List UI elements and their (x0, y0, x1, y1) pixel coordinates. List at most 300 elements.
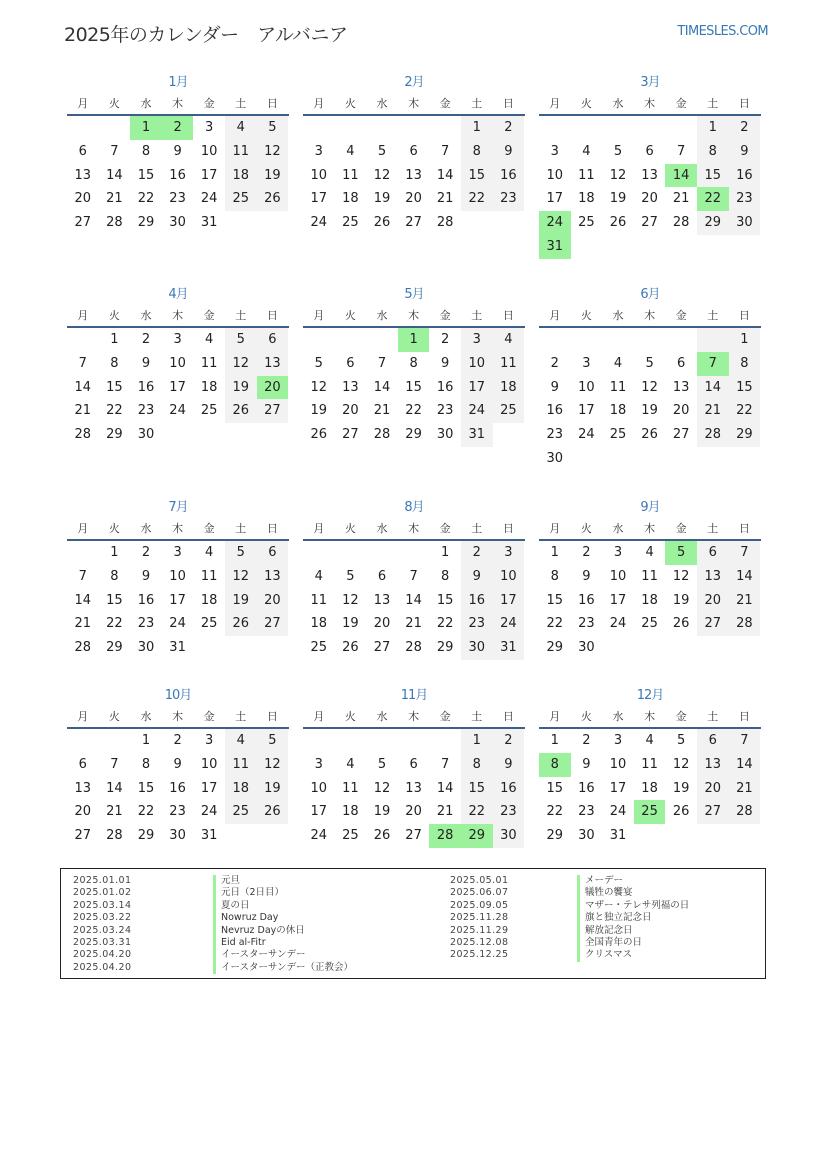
holiday-day-cell[interactable]: 20 (257, 376, 289, 400)
day-cell[interactable]: 1 (441, 545, 450, 560)
day-cell[interactable]: 13 (373, 592, 391, 608)
day-cell[interactable]: 20 (257, 589, 289, 613)
day-cell[interactable]: 29 (697, 211, 729, 235)
day-cell[interactable]: 16 (578, 592, 595, 608)
day-cell[interactable]: 29 (106, 640, 123, 656)
holiday-day-cell[interactable]: 1 (130, 116, 162, 140)
day-cell[interactable]: 6 (346, 355, 355, 371)
day-cell[interactable]: 10 (578, 379, 595, 395)
day-cell[interactable]: 4 (205, 332, 214, 347)
day-cell[interactable]: 6 (377, 568, 387, 584)
day-cell[interactable]: 12 (373, 167, 391, 183)
day-cell[interactable]: 14 (74, 592, 92, 608)
day-cell[interactable]: 6 (409, 756, 418, 772)
day-cell[interactable]: 15 (106, 592, 123, 608)
day-cell[interactable]: 12 (342, 592, 359, 608)
day-cell[interactable]: 14 (436, 167, 454, 183)
day-cell[interactable]: 5 (677, 733, 686, 748)
day-cell[interactable]: 10 (461, 352, 493, 376)
day-cell[interactable]: 2 (141, 545, 151, 560)
day-cell[interactable]: 15 (729, 376, 761, 400)
day-cell[interactable]: 27 (342, 427, 359, 443)
day-cell[interactable]: 28 (106, 828, 123, 844)
day-cell[interactable]: 24 (169, 403, 186, 419)
day-cell[interactable]: 19 (257, 164, 289, 188)
day-cell[interactable]: 11 (342, 780, 359, 796)
day-cell[interactable]: 13 (672, 379, 690, 395)
day-cell[interactable]: 24 (461, 399, 493, 423)
day-cell[interactable]: 23 (169, 191, 186, 207)
day-cell[interactable]: 14 (106, 780, 123, 796)
day-cell[interactable]: 13 (74, 780, 92, 796)
holiday-day-cell[interactable]: 7 (697, 352, 729, 376)
day-cell[interactable]: 13 (641, 167, 658, 183)
day-cell[interactable]: 24 (200, 191, 218, 207)
day-cell[interactable]: 22 (405, 403, 422, 419)
day-cell[interactable]: 26 (672, 616, 690, 632)
day-cell[interactable]: 18 (342, 804, 359, 820)
day-cell[interactable]: 25 (342, 215, 359, 231)
day-cell[interactable]: 25 (609, 427, 627, 443)
day-cell[interactable]: 20 (74, 191, 92, 207)
day-cell[interactable]: 8 (461, 753, 493, 777)
day-cell[interactable]: 26 (641, 427, 658, 443)
day-cell[interactable]: 16 (493, 164, 525, 188)
day-cell[interactable]: 25 (641, 616, 658, 632)
day-cell[interactable]: 7 (78, 355, 87, 371)
day-cell[interactable]: 9 (461, 565, 493, 589)
day-cell[interactable]: 19 (225, 589, 257, 613)
day-cell[interactable]: 29 (137, 215, 155, 231)
day-cell[interactable]: 13 (405, 780, 422, 796)
day-cell[interactable]: 12 (225, 352, 257, 376)
day-cell[interactable]: 20 (405, 804, 422, 820)
day-cell[interactable]: 17 (200, 167, 218, 183)
day-cell[interactable]: 9 (493, 140, 525, 164)
day-cell[interactable]: 27 (672, 427, 690, 443)
day-cell[interactable]: 27 (257, 399, 289, 423)
day-cell[interactable]: 17 (169, 379, 186, 395)
day-cell[interactable]: 16 (461, 589, 493, 613)
day-cell[interactable]: 4 (645, 545, 654, 560)
day-cell[interactable]: 12 (373, 780, 391, 796)
day-cell[interactable]: 14 (729, 753, 761, 777)
day-cell[interactable]: 6 (409, 143, 418, 159)
day-cell[interactable]: 22 (106, 616, 123, 632)
day-cell[interactable]: 6 (645, 143, 654, 159)
day-cell[interactable]: 30 (137, 427, 155, 443)
day-cell[interactable]: 18 (310, 616, 328, 632)
day-cell[interactable]: 22 (546, 804, 564, 820)
day-cell[interactable]: 23 (493, 187, 525, 211)
day-cell[interactable]: 11 (310, 592, 328, 608)
day-cell[interactable]: 1 (110, 545, 119, 560)
day-cell[interactable]: 26 (609, 215, 627, 231)
day-cell[interactable]: 6 (697, 541, 729, 565)
day-cell[interactable]: 11 (225, 140, 257, 164)
day-cell[interactable]: 3 (613, 545, 623, 560)
day-cell[interactable]: 5 (257, 729, 289, 753)
day-cell[interactable]: 4 (346, 756, 355, 772)
day-cell[interactable]: 25 (200, 403, 218, 419)
day-cell[interactable]: 26 (225, 612, 257, 636)
day-cell[interactable]: 28 (74, 640, 92, 656)
day-cell[interactable]: 17 (310, 191, 328, 207)
day-cell[interactable]: 21 (74, 403, 92, 419)
day-cell[interactable]: 18 (493, 376, 525, 400)
day-cell[interactable]: 12 (257, 140, 289, 164)
day-cell[interactable]: 15 (697, 164, 729, 188)
day-cell[interactable]: 3 (582, 355, 591, 371)
day-cell[interactable]: 16 (578, 780, 595, 796)
day-cell[interactable]: 27 (405, 828, 422, 844)
day-cell[interactable]: 14 (405, 592, 422, 608)
day-cell[interactable]: 30 (436, 427, 454, 443)
day-cell[interactable]: 15 (546, 780, 564, 796)
day-cell[interactable]: 3 (173, 545, 182, 560)
day-cell[interactable]: 14 (697, 376, 729, 400)
day-cell[interactable]: 27 (74, 828, 92, 844)
holiday-day-cell[interactable]: 22 (697, 187, 729, 211)
day-cell[interactable]: 12 (672, 568, 690, 584)
day-cell[interactable]: 1 (550, 733, 559, 748)
day-cell[interactable]: 27 (697, 612, 729, 636)
holiday-day-cell[interactable]: 5 (665, 541, 697, 565)
day-cell[interactable]: 13 (342, 379, 359, 395)
day-cell[interactable]: 8 (729, 352, 761, 376)
day-cell[interactable]: 7 (78, 568, 87, 584)
day-cell[interactable]: 13 (257, 565, 289, 589)
day-cell[interactable]: 17 (609, 592, 627, 608)
day-cell[interactable]: 2 (582, 545, 591, 560)
day-cell[interactable]: 3 (461, 328, 493, 352)
day-cell[interactable]: 22 (461, 800, 493, 824)
day-cell[interactable]: 23 (169, 804, 186, 820)
day-cell[interactable]: 9 (441, 355, 450, 371)
day-cell[interactable]: 27 (74, 215, 92, 231)
day-cell[interactable]: 21 (729, 589, 761, 613)
day-cell[interactable]: 30 (729, 211, 761, 235)
day-cell[interactable]: 24 (493, 612, 525, 636)
day-cell[interactable]: 3 (493, 541, 525, 565)
day-cell[interactable]: 25 (310, 640, 328, 656)
day-cell[interactable]: 24 (310, 828, 328, 844)
day-cell[interactable]: 9 (173, 756, 182, 772)
day-cell[interactable]: 22 (436, 616, 454, 632)
day-cell[interactable]: 29 (405, 427, 422, 443)
day-cell[interactable]: 15 (137, 780, 155, 796)
day-cell[interactable]: 7 (441, 756, 450, 772)
day-cell[interactable]: 31 (169, 640, 186, 656)
day-cell[interactable]: 28 (373, 427, 391, 443)
day-cell[interactable]: 17 (493, 589, 525, 613)
day-cell[interactable]: 6 (78, 756, 87, 772)
day-cell[interactable]: 16 (546, 403, 564, 419)
holiday-day-cell[interactable]: 2 (162, 116, 194, 140)
day-cell[interactable]: 26 (257, 187, 289, 211)
day-cell[interactable]: 10 (546, 167, 564, 183)
day-cell[interactable]: 27 (257, 612, 289, 636)
day-cell[interactable]: 22 (106, 403, 123, 419)
day-cell[interactable]: 1 (141, 733, 151, 748)
day-cell[interactable]: 17 (200, 780, 218, 796)
day-cell[interactable]: 5 (257, 116, 289, 140)
day-cell[interactable]: 12 (641, 379, 658, 395)
day-cell[interactable]: 5 (225, 541, 257, 565)
day-cell[interactable]: 30 (493, 824, 525, 848)
day-cell[interactable]: 17 (461, 376, 493, 400)
day-cell[interactable]: 16 (137, 379, 155, 395)
day-cell[interactable]: 19 (257, 777, 289, 801)
day-cell[interactable]: 23 (493, 800, 525, 824)
day-cell[interactable]: 30 (546, 450, 564, 466)
day-cell[interactable]: 14 (74, 379, 92, 395)
day-cell[interactable]: 9 (141, 568, 151, 584)
day-cell[interactable]: 25 (493, 399, 525, 423)
day-cell[interactable]: 20 (697, 589, 729, 613)
day-cell[interactable]: 11 (578, 167, 595, 183)
holiday-day-cell[interactable]: 24 (539, 211, 571, 235)
day-cell[interactable]: 21 (405, 616, 422, 632)
day-cell[interactable]: 23 (546, 427, 564, 443)
day-cell[interactable]: 3 (314, 143, 323, 159)
day-cell[interactable]: 20 (697, 777, 729, 801)
day-cell[interactable]: 26 (257, 800, 289, 824)
day-cell[interactable]: 28 (729, 612, 761, 636)
holiday-day-cell[interactable]: 14 (665, 164, 697, 188)
day-cell[interactable]: 26 (672, 804, 690, 820)
day-cell[interactable]: 3 (205, 733, 214, 748)
day-cell[interactable]: 18 (200, 379, 218, 395)
day-cell[interactable]: 22 (137, 804, 155, 820)
day-cell[interactable]: 13 (697, 753, 729, 777)
day-cell[interactable]: 24 (310, 215, 328, 231)
day-cell[interactable]: 12 (310, 379, 328, 395)
day-cell[interactable]: 19 (373, 191, 391, 207)
day-cell[interactable]: 10 (169, 568, 186, 584)
day-cell[interactable]: 29 (137, 828, 155, 844)
day-cell[interactable]: 2 (493, 729, 525, 753)
day-cell[interactable]: 31 (493, 636, 525, 660)
day-cell[interactable]: 31 (461, 423, 493, 447)
day-cell[interactable]: 21 (74, 616, 92, 632)
day-cell[interactable]: 27 (373, 640, 391, 656)
day-cell[interactable]: 6 (78, 143, 87, 159)
day-cell[interactable]: 9 (550, 379, 559, 395)
day-cell[interactable]: 1 (461, 116, 493, 140)
day-cell[interactable]: 7 (110, 143, 119, 159)
day-cell[interactable]: 18 (342, 191, 359, 207)
day-cell[interactable]: 11 (200, 355, 218, 371)
day-cell[interactable]: 5 (645, 355, 654, 371)
day-cell[interactable]: 21 (373, 403, 391, 419)
day-cell[interactable]: 29 (729, 423, 761, 447)
day-cell[interactable]: 4 (645, 733, 654, 748)
day-cell[interactable]: 31 (200, 215, 218, 231)
day-cell[interactable]: 2 (729, 116, 761, 140)
day-cell[interactable]: 6 (677, 355, 686, 371)
day-cell[interactable]: 30 (169, 215, 186, 231)
day-cell[interactable]: 3 (173, 332, 182, 347)
day-cell[interactable]: 19 (342, 616, 359, 632)
day-cell[interactable]: 17 (310, 804, 328, 820)
day-cell[interactable]: 20 (672, 403, 690, 419)
day-cell[interactable]: 29 (546, 640, 564, 656)
day-cell[interactable]: 5 (377, 143, 387, 159)
day-cell[interactable]: 5 (225, 328, 257, 352)
day-cell[interactable]: 28 (436, 215, 454, 231)
day-cell[interactable]: 13 (74, 167, 92, 183)
day-cell[interactable]: 16 (137, 592, 155, 608)
day-cell[interactable]: 27 (641, 215, 658, 231)
day-cell[interactable]: 7 (110, 756, 119, 772)
day-cell[interactable]: 24 (169, 616, 186, 632)
day-cell[interactable]: 30 (461, 636, 493, 660)
day-cell[interactable]: 2 (582, 733, 591, 748)
day-cell[interactable]: 23 (137, 616, 155, 632)
day-cell[interactable]: 8 (141, 756, 151, 772)
day-cell[interactable]: 15 (405, 379, 422, 395)
day-cell[interactable]: 26 (373, 215, 391, 231)
day-cell[interactable]: 23 (436, 403, 454, 419)
day-cell[interactable]: 28 (697, 423, 729, 447)
day-cell[interactable]: 24 (609, 616, 627, 632)
day-cell[interactable]: 19 (225, 376, 257, 400)
day-cell[interactable]: 13 (405, 167, 422, 183)
day-cell[interactable]: 10 (609, 568, 627, 584)
day-cell[interactable]: 17 (578, 403, 595, 419)
day-cell[interactable]: 18 (641, 780, 658, 796)
day-cell[interactable]: 9 (729, 140, 761, 164)
day-cell[interactable]: 14 (373, 379, 391, 395)
day-cell[interactable]: 24 (609, 804, 627, 820)
day-cell[interactable]: 6 (257, 541, 289, 565)
day-cell[interactable]: 10 (200, 756, 218, 772)
day-cell[interactable]: 1 (550, 545, 559, 560)
day-cell[interactable]: 11 (493, 352, 525, 376)
day-cell[interactable]: 16 (493, 777, 525, 801)
day-cell[interactable]: 19 (672, 780, 690, 796)
day-cell[interactable]: 11 (225, 753, 257, 777)
day-cell[interactable]: 9 (173, 143, 182, 159)
day-cell[interactable]: 30 (169, 828, 186, 844)
day-cell[interactable]: 12 (672, 756, 690, 772)
day-cell[interactable]: 2 (493, 116, 525, 140)
day-cell[interactable]: 19 (641, 403, 658, 419)
day-cell[interactable]: 8 (110, 355, 119, 371)
day-cell[interactable]: 21 (436, 191, 454, 207)
holiday-day-cell[interactable]: 1 (398, 328, 430, 352)
day-cell[interactable]: 22 (546, 616, 564, 632)
day-cell[interactable]: 19 (373, 804, 391, 820)
day-cell[interactable]: 29 (546, 828, 564, 844)
day-cell[interactable]: 26 (225, 399, 257, 423)
day-cell[interactable]: 25 (225, 800, 257, 824)
day-cell[interactable]: 30 (578, 640, 595, 656)
day-cell[interactable]: 8 (697, 140, 729, 164)
site-logo[interactable]: TIMESLES.COM (677, 24, 768, 39)
day-cell[interactable]: 30 (578, 828, 595, 844)
day-cell[interactable]: 8 (461, 140, 493, 164)
day-cell[interactable]: 9 (582, 568, 591, 584)
day-cell[interactable]: 18 (641, 592, 658, 608)
day-cell[interactable]: 7 (409, 568, 418, 584)
day-cell[interactable]: 17 (609, 780, 627, 796)
day-cell[interactable]: 2 (550, 355, 559, 371)
day-cell[interactable]: 18 (200, 592, 218, 608)
day-cell[interactable]: 14 (729, 565, 761, 589)
day-cell[interactable]: 5 (346, 568, 355, 584)
day-cell[interactable]: 16 (169, 167, 186, 183)
day-cell[interactable]: 16 (729, 164, 761, 188)
day-cell[interactable]: 19 (310, 403, 328, 419)
day-cell[interactable]: 15 (106, 379, 123, 395)
day-cell[interactable]: 15 (461, 777, 493, 801)
day-cell[interactable]: 31 (609, 828, 627, 844)
day-cell[interactable]: 7 (677, 143, 686, 159)
day-cell[interactable]: 10 (169, 355, 186, 371)
day-cell[interactable]: 21 (106, 191, 123, 207)
day-cell[interactable]: 2 (173, 733, 182, 748)
day-cell[interactable]: 22 (729, 399, 761, 423)
holiday-day-cell[interactable]: 25 (634, 800, 666, 824)
day-cell[interactable]: 28 (106, 215, 123, 231)
day-cell[interactable]: 13 (697, 565, 729, 589)
day-cell[interactable]: 22 (461, 187, 493, 211)
day-cell[interactable]: 1 (461, 729, 493, 753)
day-cell[interactable]: 16 (169, 780, 186, 796)
day-cell[interactable]: 15 (436, 592, 454, 608)
day-cell[interactable]: 31 (200, 828, 218, 844)
day-cell[interactable]: 7 (729, 541, 761, 565)
day-cell[interactable]: 23 (578, 616, 595, 632)
day-cell[interactable]: 28 (729, 800, 761, 824)
day-cell[interactable]: 14 (436, 780, 454, 796)
day-cell[interactable]: 7 (441, 143, 450, 159)
day-cell[interactable]: 23 (729, 187, 761, 211)
day-cell[interactable]: 11 (609, 379, 627, 395)
day-cell[interactable]: 17 (546, 191, 564, 207)
day-cell[interactable]: 3 (314, 756, 323, 772)
day-cell[interactable]: 24 (578, 427, 595, 443)
day-cell[interactable]: 7 (377, 355, 387, 371)
day-cell[interactable]: 20 (342, 403, 359, 419)
day-cell[interactable]: 21 (672, 191, 690, 207)
day-cell[interactable]: 3 (550, 143, 559, 159)
day-cell[interactable]: 4 (225, 116, 257, 140)
holiday-day-cell[interactable]: 29 (461, 824, 493, 848)
day-cell[interactable]: 17 (169, 592, 186, 608)
day-cell[interactable]: 25 (578, 215, 595, 231)
day-cell[interactable]: 1 (110, 332, 119, 347)
day-cell[interactable]: 2 (441, 332, 450, 347)
day-cell[interactable]: 5 (613, 143, 623, 159)
day-cell[interactable]: 20 (74, 804, 92, 820)
day-cell[interactable]: 10 (200, 143, 218, 159)
day-cell[interactable]: 9 (141, 355, 151, 371)
day-cell[interactable]: 30 (137, 640, 155, 656)
day-cell[interactable]: 23 (578, 804, 595, 820)
day-cell[interactable]: 3 (613, 733, 623, 748)
day-cell[interactable]: 12 (225, 565, 257, 589)
day-cell[interactable]: 6 (257, 328, 289, 352)
day-cell[interactable]: 9 (493, 753, 525, 777)
day-cell[interactable]: 9 (582, 756, 591, 772)
day-cell[interactable]: 20 (641, 191, 658, 207)
day-cell[interactable]: 5 (314, 355, 323, 371)
day-cell[interactable]: 4 (225, 729, 257, 753)
day-cell[interactable]: 26 (310, 427, 328, 443)
